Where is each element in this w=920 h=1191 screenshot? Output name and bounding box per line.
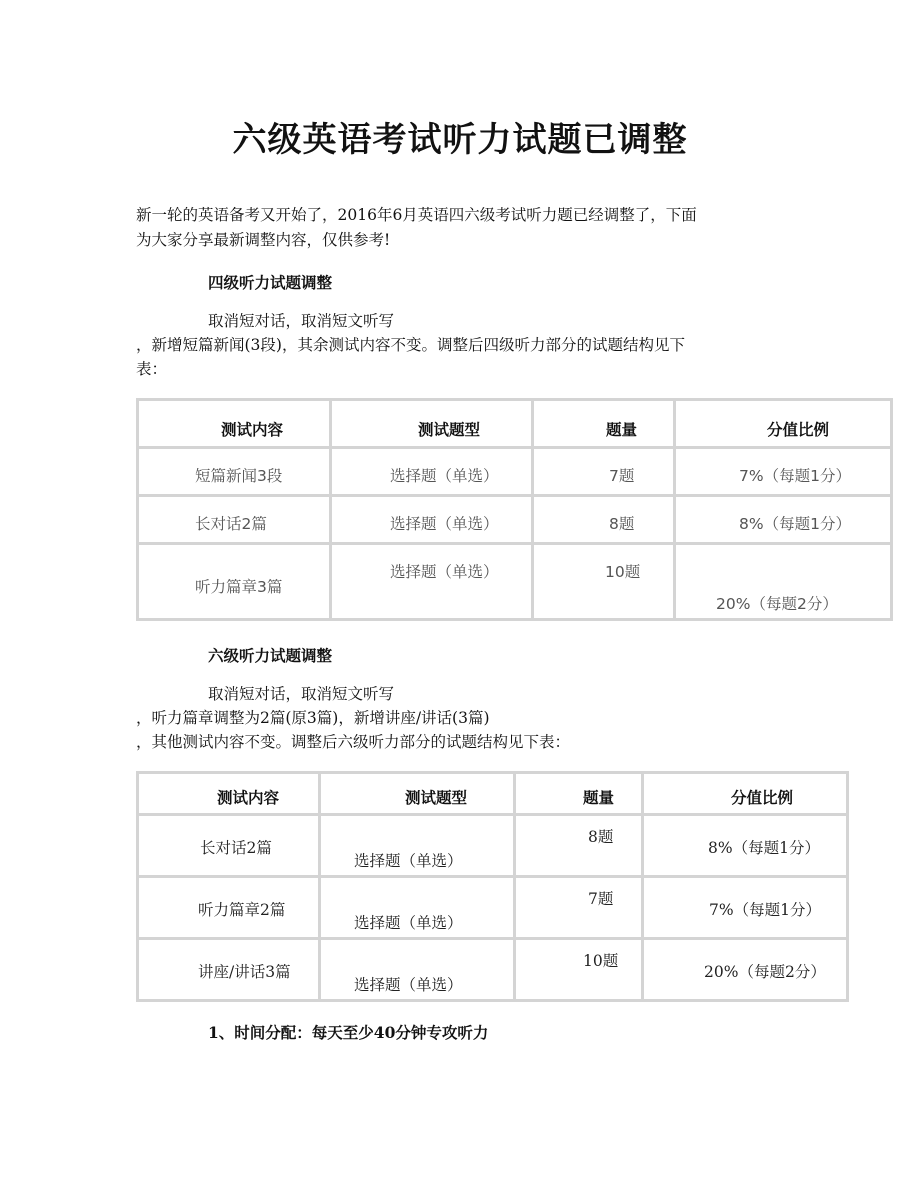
tip-time-allocation: 1、时间分配：每天至少40分钟专攻听力 <box>208 1023 489 1042</box>
table-row <box>138 448 892 496</box>
cet4-line-2: ，新增短篇新闻(3段)，其余测试内容不变。调整后四级听力部分的试题结构见下 <box>136 336 685 354</box>
cell-score: 8%（每题1分） <box>708 839 820 857</box>
cell-score: 20%（每题2分） <box>704 963 826 981</box>
cell-count: 8题 <box>588 828 614 846</box>
cell-score: 7%（每题1分） <box>709 901 821 919</box>
cell-count: 8题 <box>609 515 635 533</box>
header-count: 题量 <box>606 421 638 439</box>
header-type: 测试题型 <box>405 789 468 807</box>
header-type: 测试题型 <box>418 421 481 439</box>
cet4-line-3: 表： <box>136 360 168 378</box>
header-content: 测试内容 <box>221 421 284 439</box>
cell-score: 8%（每题1分） <box>739 515 851 533</box>
cet6-line-2: ，听力篇章调整为2篇(原3篇)，新增讲座/讲话(3篇) <box>136 709 490 727</box>
cell-type: 选择题（单选） <box>390 515 499 533</box>
cet4-table <box>136 398 893 621</box>
cell-type: 选择题（单选） <box>390 467 499 485</box>
cell-score: 7%（每题1分） <box>739 467 851 485</box>
table-header-row <box>138 400 892 448</box>
cell-content: 听力篇章3篇 <box>195 578 283 596</box>
header-content: 测试内容 <box>217 789 280 807</box>
cell-content: 长对话2篇 <box>195 515 267 533</box>
cell-type: 选择题（单选） <box>354 914 463 932</box>
cell-type: 选择题（单选） <box>354 976 463 994</box>
cell-count: 7题 <box>609 467 635 485</box>
table-row <box>138 544 892 620</box>
cell-content: 长对话2篇 <box>200 839 272 857</box>
header-score: 分值比例 <box>767 421 830 439</box>
cet6-table <box>136 771 849 1002</box>
cell-content: 听力篇章2篇 <box>198 901 286 919</box>
header-score: 分值比例 <box>731 789 794 807</box>
cet6-line-1: 取消短对话，取消短文听写 <box>208 685 395 703</box>
cet6-heading: 六级听力试题调整 <box>208 646 333 665</box>
cell-count: 7题 <box>588 890 614 908</box>
cell-score: 20%（每题2分） <box>716 595 838 613</box>
cell-content: 讲座/讲话3篇 <box>198 963 291 981</box>
cell-type: 选择题（单选） <box>354 852 463 870</box>
table-row <box>138 496 892 544</box>
cet4-heading: 四级听力试题调整 <box>208 273 333 292</box>
intro-line-2: 为大家分享最新调整内容，仅供参考! <box>136 231 391 249</box>
header-count: 题量 <box>583 789 615 807</box>
cet4-line-1: 取消短对话，取消短文听写 <box>208 312 395 330</box>
table-row <box>138 939 848 1001</box>
cell-type: 选择题（单选） <box>390 563 499 581</box>
table-header-row <box>138 773 848 815</box>
cell-count: 10题 <box>605 563 641 581</box>
cet6-line-3: ，其他测试内容不变。调整后六级听力部分的试题结构见下表： <box>136 733 571 751</box>
table-row <box>138 877 848 939</box>
cell-count: 10题 <box>583 952 619 970</box>
cell-content: 短篇新闻3段 <box>195 467 283 485</box>
intro-line-1: 新一轮的英语备考又开始了，2016年6月英语四六级考试听力题已经调整了，下面 <box>136 206 697 224</box>
table-row <box>138 815 848 877</box>
page-title: 六级英语考试听力试题已调整 <box>232 120 688 160</box>
